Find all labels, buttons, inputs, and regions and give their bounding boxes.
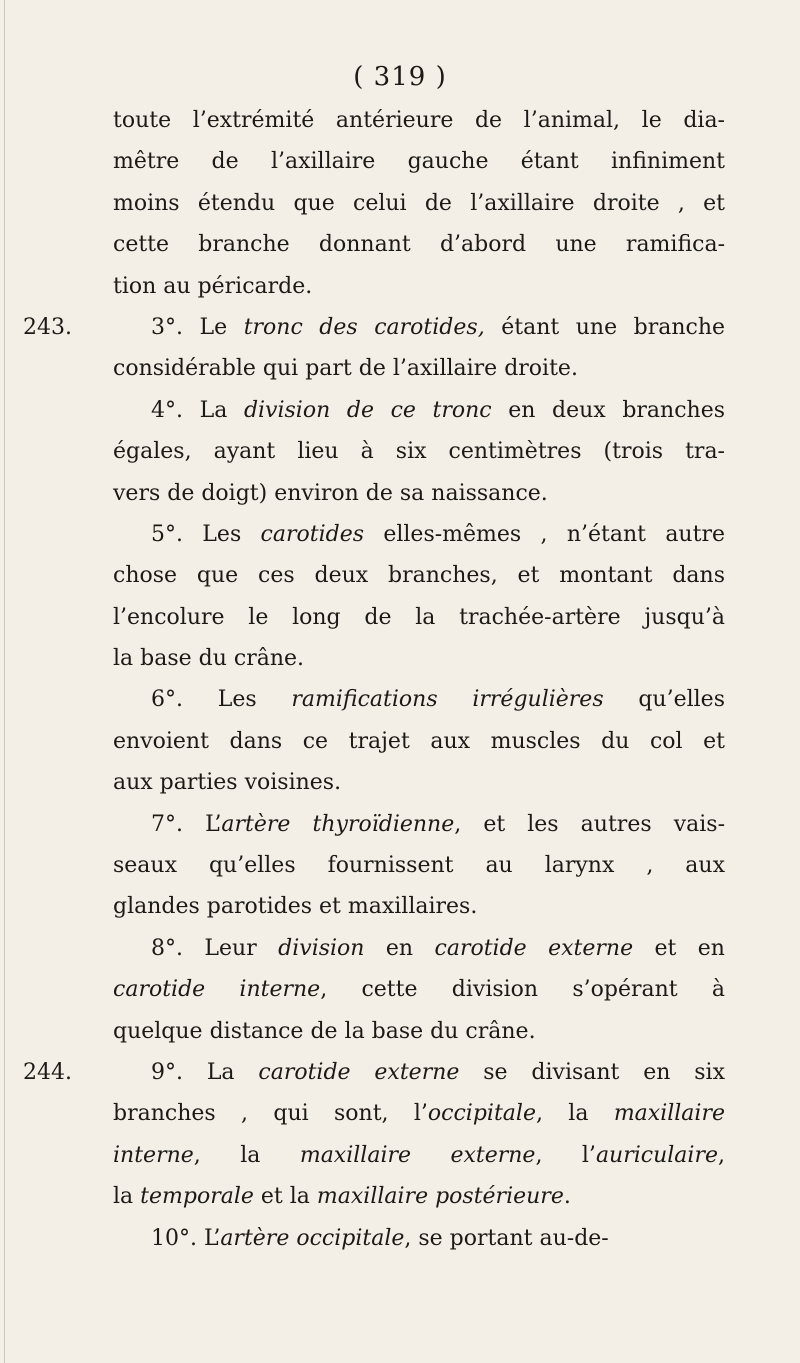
italic-term: temporale bbox=[140, 1184, 254, 1210]
italic-term: maxillaire bbox=[613, 1101, 725, 1127]
text-segment: quelque distance de la base du crâne. bbox=[113, 1018, 536, 1044]
text-segment: glandes parotides et maxillaires. bbox=[113, 894, 478, 920]
text-segment: , bbox=[718, 1142, 725, 1168]
text-segment: 6°. Les bbox=[151, 687, 292, 713]
italic-term: carotide externe bbox=[258, 1059, 460, 1085]
text-segment: moins étendu que celui de l’axillaire droite , et bbox=[113, 190, 725, 216]
italic-term: carotide interne bbox=[113, 977, 321, 1003]
text-segment: 8°. Leur bbox=[151, 935, 279, 961]
text-segment: et en bbox=[633, 935, 725, 961]
text-segment: qu’elles bbox=[603, 687, 725, 713]
text-segment: se divisant en six bbox=[459, 1059, 725, 1085]
page-number: ( 319 ) bbox=[353, 62, 447, 92]
text-line bbox=[113, 721, 725, 762]
text-segment: la bbox=[113, 1184, 141, 1210]
text-segment: en deux branches bbox=[491, 397, 726, 423]
text-line bbox=[113, 183, 725, 224]
text-line bbox=[113, 141, 725, 182]
text-segment: et la bbox=[253, 1184, 317, 1210]
text-line bbox=[23, 307, 726, 348]
italic-term: artère thyroïdienne bbox=[221, 811, 455, 837]
text-line bbox=[113, 1218, 725, 1259]
text-line bbox=[23, 1052, 725, 1093]
italic-term: ramifications irrégulières bbox=[291, 687, 604, 713]
text-line bbox=[113, 886, 725, 927]
text-segment: 4°. La bbox=[151, 397, 244, 423]
text-line bbox=[113, 1093, 725, 1134]
text-segment: seaux qu’elles fournissent au larynx , aux bbox=[113, 853, 725, 879]
text-segment: 3°. Le bbox=[151, 314, 244, 340]
text-segment: en bbox=[364, 935, 435, 961]
text-segment: cette branche donnant d’abord une ramifica- bbox=[113, 232, 725, 258]
text-line bbox=[113, 100, 725, 141]
italic-term: carotide externe bbox=[434, 935, 634, 961]
page-edge-rule bbox=[4, 0, 5, 1363]
italic-term: division de ce tronc bbox=[243, 397, 492, 423]
text-line bbox=[113, 928, 725, 969]
italic-term: interne bbox=[113, 1142, 194, 1168]
text-segment: , et les autres vais- bbox=[454, 811, 726, 837]
text-segment: tion au péricarde. bbox=[113, 273, 313, 299]
text-line bbox=[113, 348, 725, 389]
text-line bbox=[113, 514, 725, 555]
italic-term: artère occipitale bbox=[220, 1225, 405, 1251]
text-segment: toute l’extrémité antérieure de l’animal, le dia- bbox=[113, 108, 725, 133]
text-segment: 9°. La bbox=[151, 1059, 259, 1085]
text-line bbox=[113, 1135, 725, 1176]
text-line bbox=[113, 762, 725, 803]
italic-term: auriculaire bbox=[595, 1142, 718, 1168]
text-segment: mêtre de l’axillaire gauche étant infiniment bbox=[113, 149, 725, 175]
text-line bbox=[113, 597, 725, 638]
italic-term: occipitale bbox=[427, 1101, 536, 1127]
text-line bbox=[113, 473, 725, 514]
margin-number: 243. bbox=[23, 314, 72, 340]
text-line bbox=[113, 555, 725, 596]
text-segment: aux parties voisines. bbox=[113, 770, 342, 796]
italic-term: maxillaire externe bbox=[299, 1142, 536, 1168]
body-text bbox=[23, 100, 726, 1259]
text-line bbox=[113, 845, 725, 886]
text-segment: branches , qui sont, l’ bbox=[113, 1101, 428, 1127]
text-segment: . bbox=[563, 1184, 571, 1210]
text-segment: 10°. L’ bbox=[151, 1225, 221, 1251]
text-segment: étant une branche bbox=[484, 314, 726, 340]
text-line bbox=[113, 638, 725, 679]
text-segment: l’encolure le long de la trachée-artère jusqu’à bbox=[113, 604, 725, 630]
margin-number: 244. bbox=[23, 1059, 72, 1085]
text-line bbox=[113, 679, 725, 720]
text-segment: la base du crâne. bbox=[113, 646, 305, 672]
text-segment: 7°. L’ bbox=[151, 811, 222, 837]
text-line bbox=[113, 969, 725, 1010]
text-segment: , la bbox=[535, 1101, 614, 1127]
text-line bbox=[113, 1176, 725, 1217]
italic-term: division bbox=[278, 935, 365, 961]
text-segment: 5°. Les bbox=[151, 521, 261, 547]
text-line bbox=[113, 431, 725, 472]
text-segment: chose que ces deux branches, et montant dans bbox=[113, 563, 725, 589]
italic-term: carotides bbox=[260, 521, 365, 547]
text-segment: considérable qui part de l’axillaire droite. bbox=[113, 356, 578, 382]
text-line bbox=[113, 390, 725, 431]
text-segment: , l’ bbox=[535, 1142, 596, 1168]
text-line bbox=[113, 224, 725, 265]
text-segment: elles-mêmes , n’étant autre bbox=[364, 521, 725, 547]
text-segment: vers de doigt) environ de sa naissance. bbox=[113, 480, 548, 506]
text-line bbox=[113, 266, 725, 307]
italic-term: maxillaire postérieure bbox=[316, 1184, 564, 1210]
text-line bbox=[113, 804, 725, 845]
text-segment: , la bbox=[193, 1142, 300, 1168]
text-line bbox=[113, 1011, 725, 1052]
text-segment: , se portant au-de- bbox=[404, 1225, 609, 1251]
italic-term: tronc des carotides, bbox=[243, 314, 485, 340]
text-segment: envoient dans ce trajet aux muscles du col et bbox=[113, 728, 725, 754]
text-segment: , cette division s’opérant à bbox=[320, 977, 725, 1003]
text-segment: égales, ayant lieu à six centimètres (trois tra- bbox=[113, 439, 725, 465]
